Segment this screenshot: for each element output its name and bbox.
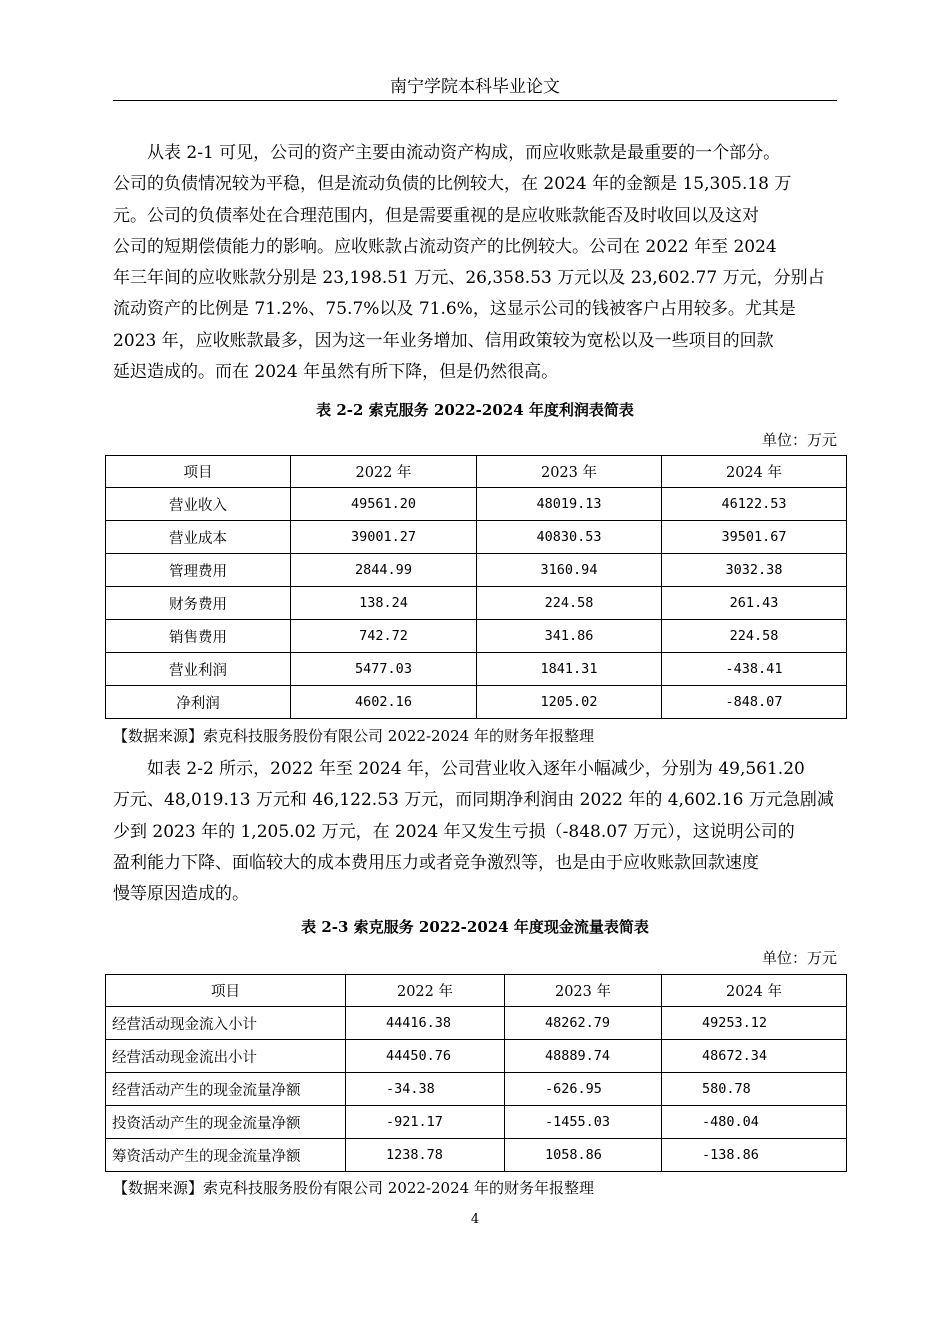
column-header: 2022 年 — [346, 975, 505, 1007]
table-2-3-title: 表 2-3 索克服务 2022-2024 年度现金流量表简表 — [301, 918, 649, 936]
row-label: 筹资活动产生的现金流量净额 — [106, 1139, 346, 1172]
table-cell: 48019.13 — [477, 488, 662, 521]
table-2-3-source: 【数据来源】索克科技服务股份有限公司 2022-2024 年的财务年报整理 — [113, 1179, 594, 1197]
row-label: 销售费用 — [106, 620, 291, 653]
table-cell: 1058.86 — [505, 1139, 662, 1172]
page-number: 4 — [470, 1212, 480, 1227]
table-row — [106, 653, 847, 686]
table-row — [106, 554, 847, 587]
table-row — [106, 488, 847, 521]
paragraph-line: 从表 2-1 可见，公司的资产主要由流动资产构成，而应收账款是最重要的一个部分。 — [147, 143, 781, 163]
table-header-row — [106, 975, 847, 1007]
column-header: 2023 年 — [477, 456, 662, 488]
table-cell: 49253.12 — [662, 1007, 847, 1040]
header-rule — [113, 100, 837, 101]
paragraph-line: 流动资产的比例是 71.2%、75.7%以及 71.6%，这显示公司的钱被客户占用较多。尤其是 — [113, 299, 796, 320]
table-row — [106, 620, 847, 653]
table-cell: 3160.94 — [477, 554, 662, 587]
row-label: 经营活动产生的现金流量净额 — [106, 1073, 346, 1106]
table-2-2-source: 【数据来源】索克科技服务股份有限公司 2022-2024 年的财务年报整理 — [113, 727, 594, 745]
paragraph-line: 慢等原因造成的。 — [113, 884, 249, 905]
paragraph-line: 少到 2023 年的 1,205.02 万元，在 2024 年又发生亏损（-848.07 万元），这说明公司的 — [113, 821, 795, 842]
table-cell: 44416.38 — [346, 1007, 505, 1040]
column-header: 2023 年 — [505, 975, 662, 1007]
paragraph-line: 公司的负债情况较为平稳，但是流动负债的比例较大，在 2024 年的金额是 15,305.18 万 — [113, 174, 792, 195]
row-label: 营业成本 — [106, 521, 291, 554]
table-cell: 44450.76 — [346, 1040, 505, 1073]
table-row — [106, 1007, 847, 1040]
table-cell: 138.24 — [291, 587, 477, 620]
table-cell: 46122.53 — [662, 488, 847, 521]
table-cell: 40830.53 — [477, 521, 662, 554]
table-cell: -438.41 — [662, 653, 847, 686]
row-label: 经营活动现金流出小计 — [106, 1040, 346, 1073]
table-cell: 5477.03 — [291, 653, 477, 686]
table-cell: -626.95 — [505, 1073, 662, 1106]
table-cell: -138.86 — [662, 1139, 847, 1172]
column-header: 2024 年 — [662, 975, 847, 1007]
table-cell: -480.04 — [662, 1106, 847, 1139]
table-cell: -848.07 — [662, 686, 847, 719]
table-cell: 1238.78 — [346, 1139, 505, 1172]
column-header: 2024 年 — [662, 456, 847, 488]
table-2-2-unit: 单位：万元 — [761, 431, 837, 449]
table-2-3-unit: 单位：万元 — [761, 949, 837, 967]
table-cell: 224.58 — [477, 587, 662, 620]
table-cell: 3032.38 — [662, 554, 847, 587]
table-cell: 48262.79 — [505, 1007, 662, 1040]
table-row — [106, 1040, 847, 1073]
table-cell: 580.78 — [662, 1073, 847, 1106]
income-statement-table — [105, 455, 847, 719]
paragraph-line: 公司的短期偿债能力的影响。应收账款占流动资产的比例较大。公司在 2022 年至 2024 — [113, 236, 777, 257]
row-label: 财务费用 — [106, 587, 291, 620]
row-label: 经营活动现金流入小计 — [106, 1007, 346, 1040]
table-2-2-title: 表 2-2 索克服务 2022-2024 年度利润表简表 — [316, 401, 634, 419]
row-label: 投资活动产生的现金流量净额 — [106, 1106, 346, 1139]
row-label: 净利润 — [106, 686, 291, 719]
table-row — [106, 587, 847, 620]
body-paragraph-2 — [113, 754, 837, 910]
paragraph-line: 元。公司的负债率处在合理范围内，但是需要重视的是应收账款能否及时收回以及这对 — [113, 205, 759, 226]
table-header-row — [106, 456, 847, 488]
table-cell: 39001.27 — [291, 521, 477, 554]
table-cell: 1205.02 — [477, 686, 662, 719]
paragraph-line: 如表 2-2 所示，2022 年至 2024 年，公司营业收入逐年小幅减少，分别为 49,561.20 — [147, 759, 805, 779]
row-label: 营业利润 — [106, 653, 291, 686]
paragraph-line: 2023 年，应收账款最多，因为这一年业务增加、信用政策较为宽松以及一些项目的回款 — [113, 330, 774, 351]
table-row — [106, 1073, 847, 1106]
table-cell: -921.17 — [346, 1106, 505, 1139]
table-cell: 1841.31 — [477, 653, 662, 686]
table-cell: 261.43 — [662, 587, 847, 620]
table-row — [106, 1139, 847, 1172]
table-cell: 2844.99 — [291, 554, 477, 587]
row-label: 营业收入 — [106, 488, 291, 521]
paragraph-line: 万元、48,019.13 万元和 46,122.53 万元，而同期净利润由 2022 年的 4,602.16 万元急剧减 — [113, 790, 834, 811]
row-label: 管理费用 — [106, 554, 291, 587]
table-cell: 4602.16 — [291, 686, 477, 719]
table-row — [106, 686, 847, 719]
table-cell: 39501.67 — [662, 521, 847, 554]
column-header: 项目 — [106, 456, 291, 488]
table-row — [106, 1106, 847, 1139]
table-cell: 742.72 — [291, 620, 477, 653]
table-cell: 224.58 — [662, 620, 847, 653]
cash-flow-table — [105, 974, 847, 1172]
column-header: 2022 年 — [291, 456, 477, 488]
table-cell: 48672.34 — [662, 1040, 847, 1073]
table-cell: -1455.03 — [505, 1106, 662, 1139]
paragraph-line: 年三年间的应收账款分别是 23,198.51 万元、26,358.53 万元以及 23,602.77 万元，分别占 — [113, 268, 825, 289]
running-header: 南宁学院本科毕业论文 — [390, 77, 560, 97]
table-cell: 341.86 — [477, 620, 662, 653]
column-header: 项目 — [106, 975, 346, 1007]
table-row — [106, 521, 847, 554]
paragraph-line: 延迟造成的。而在 2024 年虽然有所下降，但是仍然很高。 — [113, 362, 559, 383]
table-cell: 49561.20 — [291, 488, 477, 521]
body-paragraph-1 — [113, 138, 837, 388]
table-cell: -34.38 — [346, 1073, 505, 1106]
paragraph-line: 盈利能力下降、面临较大的成本费用压力或者竞争激烈等，也是由于应收账款回款速度 — [113, 852, 759, 873]
table-cell: 48889.74 — [505, 1040, 662, 1073]
